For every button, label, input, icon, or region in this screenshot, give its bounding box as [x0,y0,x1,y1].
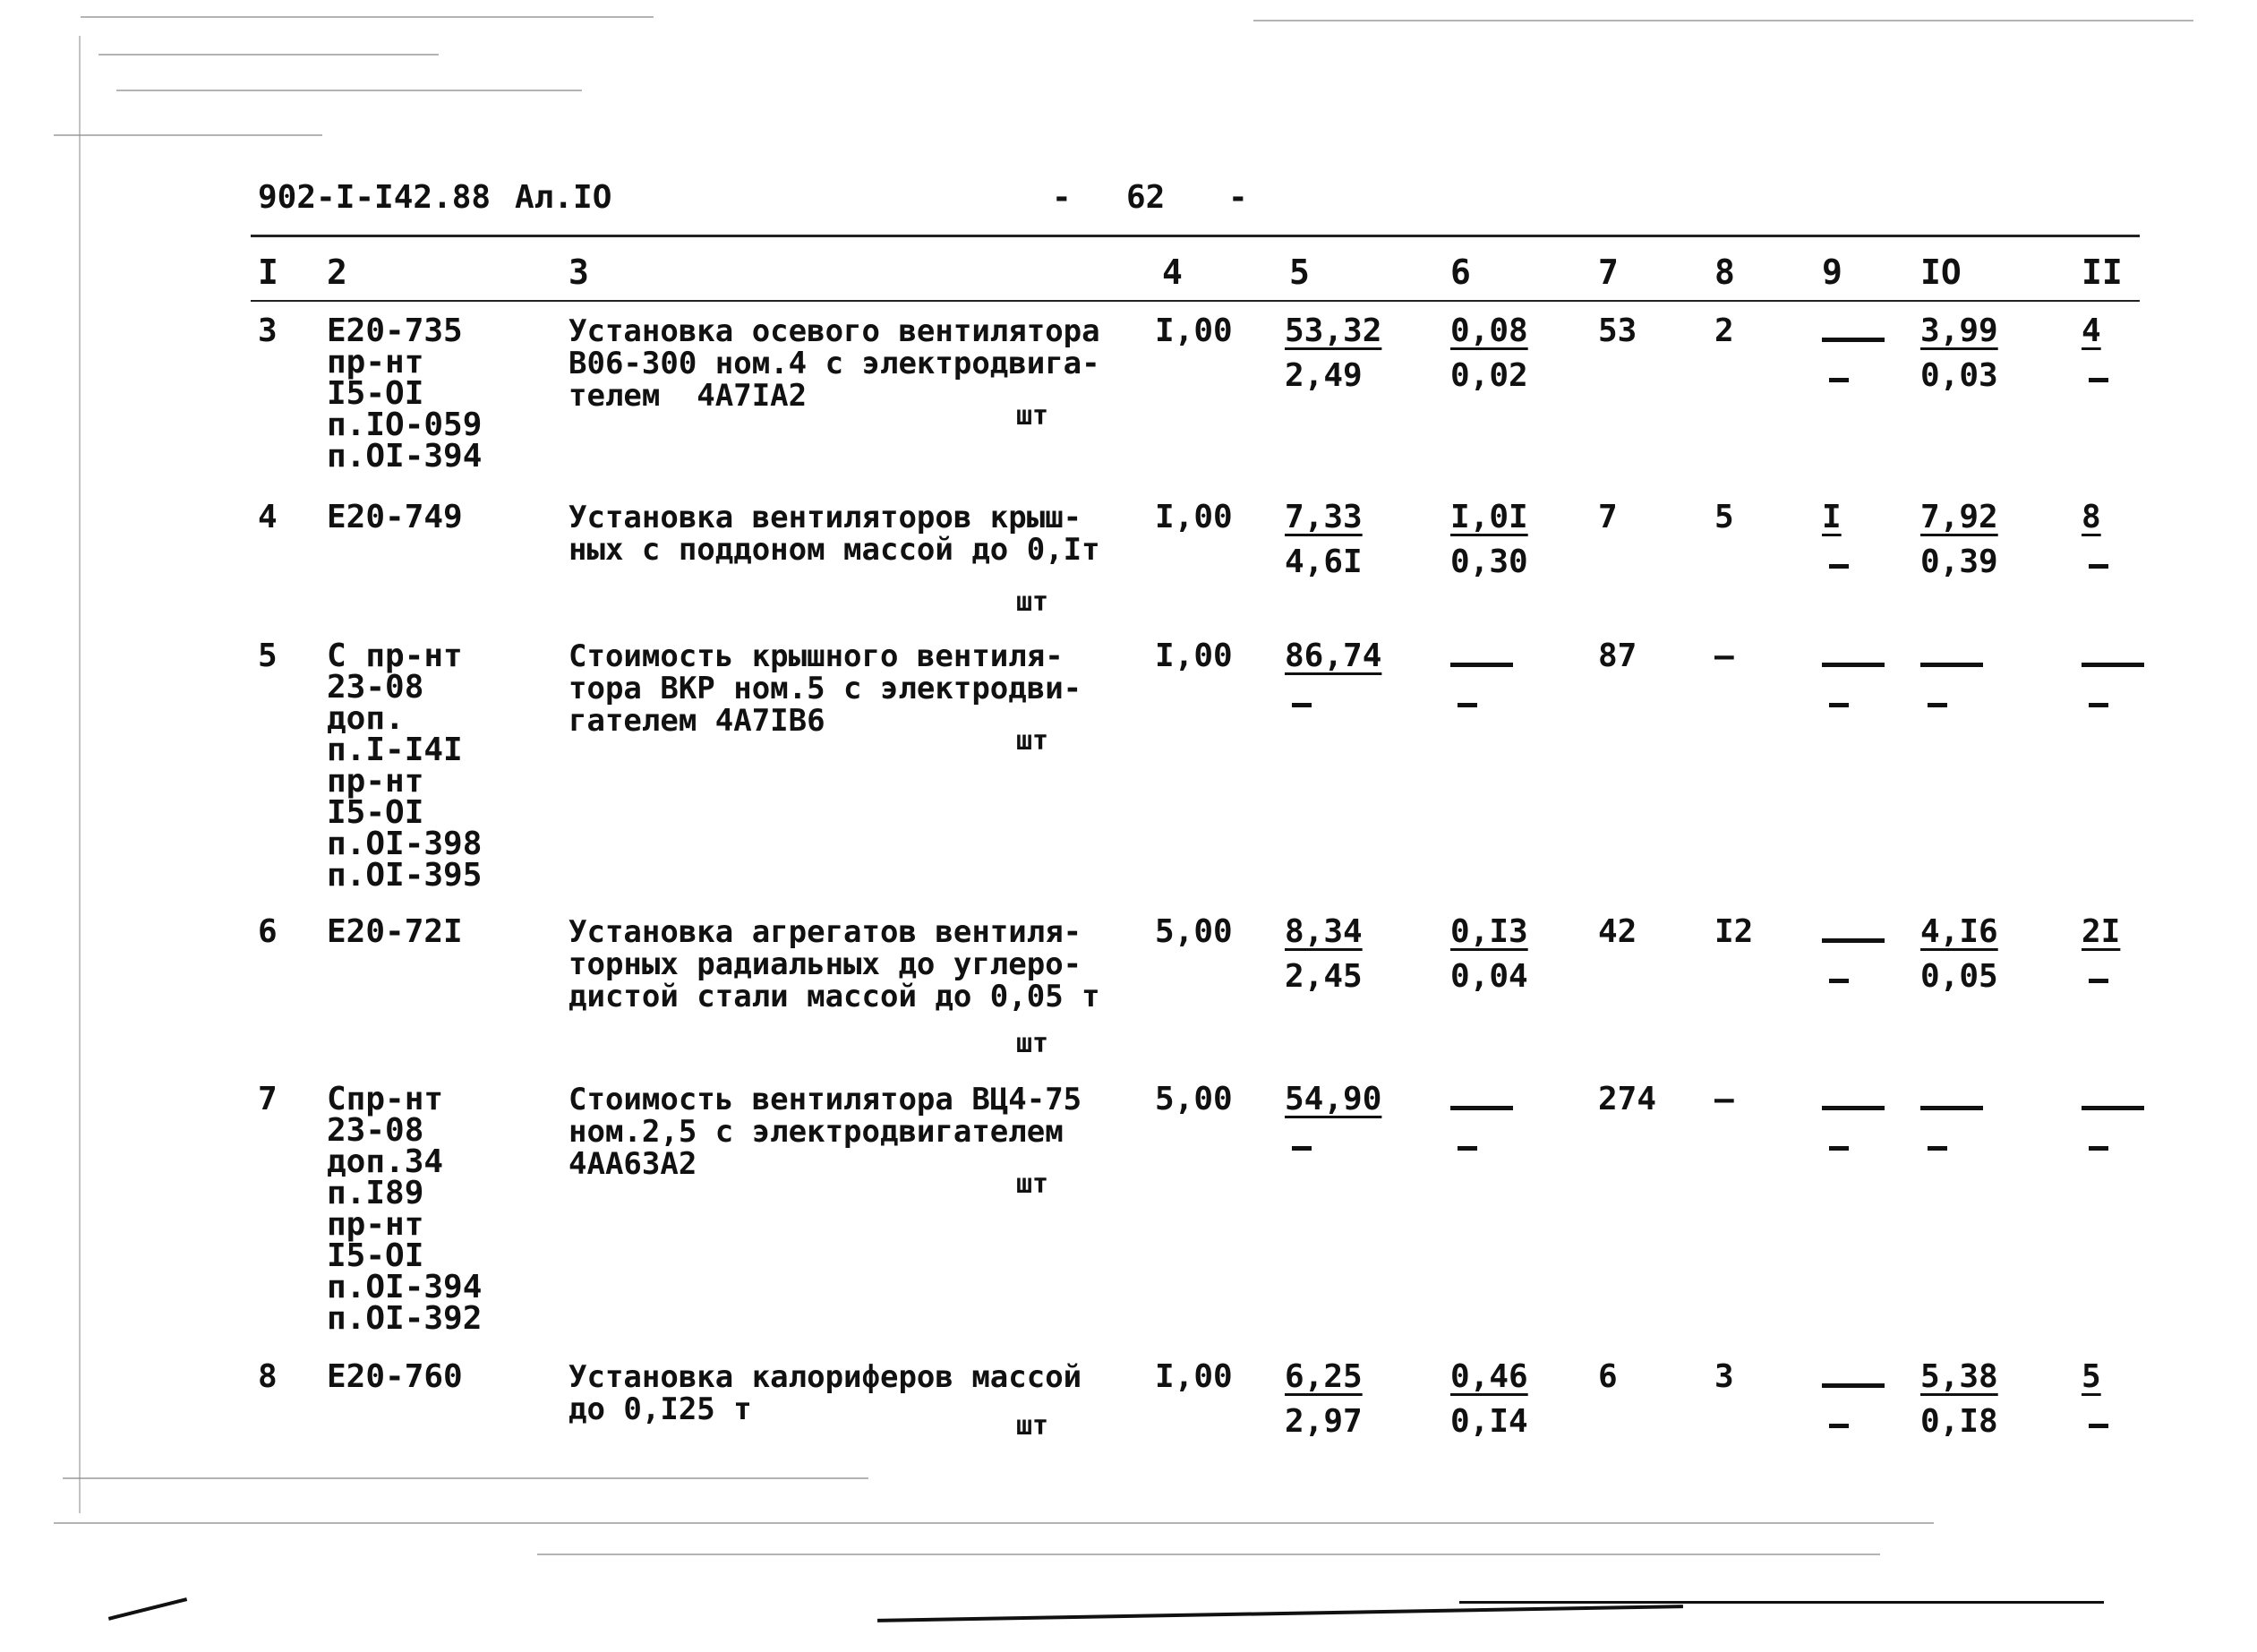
column-header: 6 [1450,253,1471,292]
scan-edge-mark [1459,1601,2104,1604]
norm-code: С пр-нт 23-08 доп. п.I-I4I пр-нт I5-OI п.OI-398 п.OI-395 [327,638,483,894]
col9-value-line [1822,938,1885,943]
work-description: Установка вентиляторов крыш- ных с поддоном массой до 0,Iт [569,500,1100,568]
scan-noise-line [98,54,439,56]
col11-value-line [2082,663,2144,667]
scan-noise-line [1253,20,2193,21]
col9-value-bottom-mark [1829,703,1849,707]
work-description: Установка агрегатов вентиля- торных радиальных до углеро- дистой стали массой до 0,05 т [569,914,1100,1014]
column-header: IO [1920,253,1962,292]
norm-code: Спр-нт 23-08 доп.34 п.I89 пр-нт I5-OI п.OI-394 п.OI-392 [327,1081,483,1337]
scan-noise-line [81,16,654,18]
row-number: 6 [258,913,278,950]
total-cost: 6 [1598,1358,1618,1395]
labor-cost-dash [1920,1076,1940,1108]
col11-value-dash [2082,633,2101,664]
total-wages: 5 [1714,499,1734,535]
labor-cost-dash [1920,633,1940,664]
total-cost: 53 [1598,312,1637,349]
row-number: 4 [258,499,278,535]
column-header: 9 [1822,253,1842,292]
col11-value-top: 2I [2082,913,2121,950]
wages-bottom: 0,I4 [1450,1403,1528,1440]
wages-bottom: 0,30 [1450,544,1528,580]
unit-cost-top: 6,25 [1285,1358,1363,1395]
unit-cost-top: 53,32 [1285,312,1382,349]
total-cost: 274 [1598,1081,1657,1117]
col9-value-bottom-mark [1829,564,1849,569]
col11-value-top: 4 [2082,312,2101,349]
labor-cost-line [1920,663,1983,667]
col9-value-bottom-mark [1829,979,1849,983]
unit-cost-bottom: 2,97 [1285,1403,1363,1440]
labor-cost-top: 7,92 [1920,499,1998,535]
unit-of-measure: шт [1016,725,1049,757]
quantity: 5,00 [1155,913,1233,950]
total-wages: 2 [1714,312,1734,349]
labor-cost-bottom-dash [1920,683,1940,715]
col11-value-bottom-mark [2089,1424,2108,1428]
col9-value-top: I [1822,499,1842,535]
row-number: 3 [258,312,278,349]
row-number: 5 [258,638,278,674]
unit-cost-bottom-dash [1285,683,1304,715]
wages-bottom: 0,04 [1450,958,1528,995]
total-cost: 87 [1598,638,1637,674]
wages-top: 0,08 [1450,312,1528,349]
col11-value-bottom-mark [2089,1146,2108,1151]
col9-value-bottom-dash [1822,1126,1842,1158]
table-top-rule [251,235,2140,237]
col11-value-bottom-dash [2082,358,2101,389]
col9-value-bottom-dash [1822,959,1842,990]
scan-noise-line [54,134,322,136]
quantity: I,00 [1155,638,1233,674]
unit-cost-bottom: 2,49 [1285,357,1363,394]
work-description: Установка калориферов массой до 0,I25 т [569,1359,1082,1427]
work-description: Стоимость вентилятора ВЦ4-75 ном.2,5 с электродвигателем 4АА63А2 [569,1082,1082,1182]
col9-value-line [1822,1106,1885,1110]
work-description: Стоимость крышного вентиля- тора ВКР ном.5 с электродви- гателем 4А7IВ6 [569,638,1082,739]
scan-edge-mark [877,1605,1683,1622]
labor-cost-bottom: 0,39 [1920,544,1998,580]
col9-value-bottom-dash [1822,544,1842,576]
unit-of-measure: шт [1016,1410,1049,1442]
wages-line [1450,1106,1513,1110]
col9-value-bottom-mark [1829,1146,1849,1151]
page-dash-right: - [1228,179,1248,216]
col9-value-dash [1822,909,1842,940]
wages-line [1450,663,1513,667]
scan-noise-line [54,1522,1934,1524]
unit-cost-top: 8,34 [1285,913,1363,950]
total-wages: – [1714,638,1734,674]
col9-value-bottom-mark [1829,378,1849,382]
wages-dash [1450,633,1470,664]
col9-value-dash [1822,1076,1842,1108]
col9-value-bottom-dash [1822,683,1842,715]
document-code: 902-I-I42.88 [258,179,492,216]
col11-value-bottom-dash [2082,1404,2101,1435]
row-number: 8 [258,1358,278,1395]
scan-edge-line [79,36,81,1513]
labor-cost-bottom: 0,03 [1920,357,1998,394]
scan-noise-line [63,1477,868,1479]
unit-cost-top: 86,74 [1285,638,1382,674]
col11-value-line [2082,1106,2144,1110]
norm-code: Е20-72I [327,913,463,950]
wages-bottom: 0,02 [1450,357,1528,394]
unit-of-measure: шт [1016,400,1049,432]
page-dash-left: - [1052,179,1072,216]
unit-cost-bottom: 4,6I [1285,544,1363,580]
total-cost: 7 [1598,499,1618,535]
column-header: 3 [569,253,589,292]
labor-cost-bottom-mark [1928,1146,1947,1151]
total-wages: 3 [1714,1358,1734,1395]
col9-value-line [1822,663,1885,667]
labor-cost-top: 3,99 [1920,312,1998,349]
col11-value-bottom-mark [2089,378,2108,382]
row-number: 7 [258,1081,278,1117]
labor-cost-top: 5,38 [1920,1358,1998,1395]
col9-value-line [1822,338,1885,342]
unit-of-measure: шт [1016,586,1049,618]
total-cost: 42 [1598,913,1637,950]
wages-top: 0,I3 [1450,913,1528,950]
column-header: 2 [327,253,347,292]
norm-code: Е20-760 [327,1358,463,1395]
total-wages: – [1714,1081,1734,1117]
labor-cost-bottom-dash [1920,1126,1940,1158]
scan-noise-line [116,90,582,91]
unit-cost-bottom-mark [1292,703,1312,707]
col9-value-dash [1822,633,1842,664]
column-header: I [258,253,278,292]
labor-cost-bottom: 0,05 [1920,958,1998,995]
unit-cost-bottom: 2,45 [1285,958,1363,995]
col9-value-dash [1822,1354,1842,1385]
col9-value-bottom-dash [1822,358,1842,389]
norm-code: Е20-749 [327,499,463,535]
col9-value-line [1822,1383,1885,1388]
page-number: 62 [1126,179,1166,216]
quantity: I,00 [1155,499,1233,535]
album-number: Ал.IO [515,179,612,216]
unit-of-measure: шт [1016,1168,1049,1200]
quantity: 5,00 [1155,1081,1233,1117]
wages-top: I,0I [1450,499,1528,535]
wages-bottom-mark [1458,1146,1477,1151]
labor-cost-line [1920,1106,1983,1110]
unit-cost-bottom-mark [1292,1146,1312,1151]
wages-dash [1450,1076,1470,1108]
col11-value-bottom-mark [2089,564,2108,569]
wages-bottom-dash [1450,683,1470,715]
column-header: II [2082,253,2123,292]
col11-value-top: 5 [2082,1358,2101,1395]
quantity: I,00 [1155,312,1233,349]
labor-cost-top: 4,I6 [1920,913,1998,950]
col11-value-bottom-mark [2089,703,2108,707]
col11-value-dash [2082,1076,2101,1108]
total-wages: I2 [1714,913,1754,950]
col9-value-bottom-mark [1829,1424,1849,1428]
unit-of-measure: шт [1016,1028,1049,1059]
column-header: 5 [1289,253,1310,292]
column-header: 4 [1162,253,1183,292]
col11-value-bottom-dash [2082,959,2101,990]
unit-cost-top: 54,90 [1285,1081,1382,1117]
wages-bottom-dash [1450,1126,1470,1158]
table-header-rule [251,300,2140,302]
col11-value-bottom-dash [2082,683,2101,715]
col11-value-bottom-dash [2082,1126,2101,1158]
col9-value-dash [1822,308,1842,339]
wages-bottom-mark [1458,703,1477,707]
col11-value-top: 8 [2082,499,2101,535]
work-description: Установка осевого вентилятора В06-300 ном.4 с электродвига- телем 4А7IА2 [569,313,1100,414]
scan-edge-mark [108,1597,187,1621]
column-header: 7 [1598,253,1619,292]
col9-value-bottom-dash [1822,1404,1842,1435]
col11-value-bottom-mark [2089,979,2108,983]
labor-cost-bottom-mark [1928,703,1947,707]
norm-code: Е20-735 пр-нт I5-OI п.IO-059 п.OI-394 [327,312,483,475]
quantity: I,00 [1155,1358,1233,1395]
unit-cost-bottom-dash [1285,1126,1304,1158]
scan-noise-line [537,1554,1880,1555]
column-header: 8 [1714,253,1735,292]
col11-value-bottom-dash [2082,544,2101,576]
unit-cost-top: 7,33 [1285,499,1363,535]
labor-cost-bottom: 0,I8 [1920,1403,1998,1440]
wages-top: 0,46 [1450,1358,1528,1395]
